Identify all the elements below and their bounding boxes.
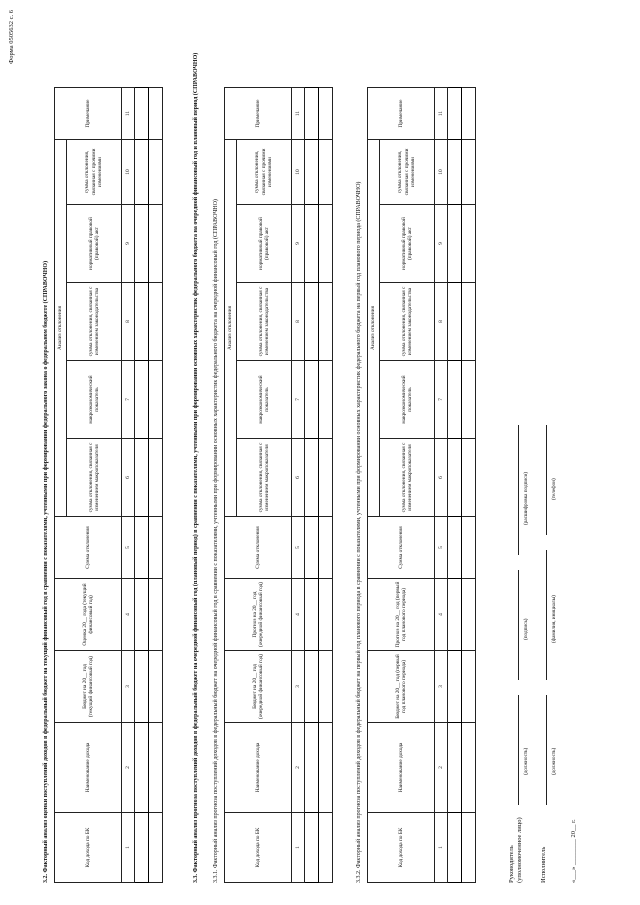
table-3-3-2 <box>367 87 476 883</box>
data-cell[interactable] <box>149 283 163 361</box>
header-cell: Код дохода по БК <box>368 813 435 883</box>
column-number: 2 <box>435 723 448 813</box>
header-cell: сумма отклонения, связанная с изменением законодательства <box>380 283 435 361</box>
column-number: 9 <box>292 205 305 283</box>
data-cell[interactable] <box>149 723 163 813</box>
data-cell[interactable] <box>448 439 462 517</box>
column-number: 4 <box>435 579 448 651</box>
column-number: 3 <box>122 651 135 723</box>
column-number: 8 <box>435 283 448 361</box>
header-cell: сумма отклонения, связанная с изменением законодательства <box>237 283 292 361</box>
header-cell: Код дохода по БК <box>55 813 122 883</box>
column-number: 9 <box>122 205 135 283</box>
column-number: 10 <box>435 139 448 204</box>
data-cell[interactable] <box>305 283 319 361</box>
column-number: 4 <box>122 579 135 651</box>
data-cell[interactable] <box>135 439 149 517</box>
data-cell[interactable] <box>135 283 149 361</box>
data-cell[interactable] <box>462 579 476 651</box>
data-cell[interactable] <box>448 517 462 579</box>
data-cell[interactable] <box>149 361 163 439</box>
data-cell[interactable] <box>305 205 319 283</box>
data-cell[interactable] <box>462 517 476 579</box>
data-cell[interactable] <box>305 579 319 651</box>
column-number: 9 <box>435 205 448 283</box>
column-number: 1 <box>292 813 305 883</box>
header-cell: Бюджет на 20__ год (очередной финансовый год) <box>225 651 292 723</box>
data-cell[interactable] <box>462 205 476 283</box>
executor-phone-caption: (телефон) <box>551 478 557 500</box>
header-cell: нормативный правовой (правовой) акт <box>67 205 122 283</box>
header-cell: Наименование дохода <box>225 723 292 813</box>
table-row <box>305 87 319 882</box>
data-cell[interactable] <box>448 579 462 651</box>
header-cell: Код дохода по БК <box>225 813 292 883</box>
column-number: 8 <box>292 283 305 361</box>
table-row <box>149 87 163 882</box>
column-number: 11 <box>122 87 135 139</box>
data-cell[interactable] <box>135 205 149 283</box>
analysis-group-header: Анализ отклонения <box>225 139 237 516</box>
data-cell[interactable] <box>448 139 462 204</box>
data-cell[interactable] <box>305 723 319 813</box>
analysis-group-header: Анализ отклонения <box>368 139 380 516</box>
header-cell: сумма отклонения, связанная с прочими изменениями <box>237 139 292 204</box>
header-cell: сумма отклонения, связанная с прочими изменениями <box>67 139 122 204</box>
data-cell[interactable] <box>135 361 149 439</box>
data-cell[interactable] <box>135 139 149 204</box>
data-cell[interactable] <box>149 139 163 204</box>
date-line[interactable]: «___» ________ 20__ г. <box>570 819 577 883</box>
column-number: 4 <box>292 579 305 651</box>
data-cell[interactable] <box>135 723 149 813</box>
header-cell: Сумма отклонения <box>55 517 122 579</box>
header-cell: Прогноз на 20__ год (очередной финансовый год) <box>225 579 292 651</box>
executor-fio-caption: (фамилия, инициалы) <box>551 595 557 643</box>
header-cell: Наименование дохода <box>55 723 122 813</box>
table-3-2 <box>54 87 163 883</box>
table-row <box>319 87 333 882</box>
data-cell[interactable] <box>149 439 163 517</box>
data-cell[interactable] <box>135 813 149 883</box>
data-cell[interactable] <box>462 139 476 204</box>
header-cell: Оценка 20__ года (текущий финансовый год) <box>55 579 122 651</box>
data-cell[interactable] <box>462 651 476 723</box>
data-cell[interactable] <box>149 813 163 883</box>
analysis-group-header: Анализ отклонения <box>55 139 67 516</box>
head-signature-line[interactable] <box>518 570 519 680</box>
data-cell[interactable] <box>462 283 476 361</box>
header-cell: макроэкономический показатель <box>380 361 435 439</box>
data-cell[interactable] <box>462 439 476 517</box>
data-cell[interactable] <box>305 439 319 517</box>
section-3-2-title: 3.2. Факторный анализ оценки поступлений доходов в федеральный бюджет на текущий финансовый год в сравнении с показателями, учтенными при формировании федерального закона о федеральном бюджете (СПРАВОЧНО) <box>43 260 49 883</box>
section-3-3-title: 3.3. Факторный анализ прогноза поступлений доходов в федеральный бюджет на очередной финансовый год (плановый период) в сравнении с показателями, учтенными при формировании основных характеристик федерального бюджета на очередной финансовый год и плановый период (СПРАВОЧНО) <box>193 52 199 883</box>
column-number: 3 <box>292 651 305 723</box>
executor-position-caption: (должность) <box>551 747 557 775</box>
column-number: 6 <box>122 439 135 517</box>
data-cell[interactable] <box>448 205 462 283</box>
data-cell[interactable] <box>135 517 149 579</box>
executor-phone-line[interactable] <box>546 425 547 535</box>
column-number: 6 <box>292 439 305 517</box>
section-3-3-2-title: 3.3.2. Факторный анализ прогноза поступлений доходов в федеральный бюджет на первый год планового периода в сравнении с показателями, учтенными при формировании основных характеристик федерального бюджета на первый год планового периода (СПРАВОЧНО) <box>356 181 362 883</box>
data-cell[interactable] <box>135 87 149 139</box>
data-cell[interactable] <box>448 651 462 723</box>
header-cell: макроэкономический показатель <box>67 361 122 439</box>
data-cell[interactable] <box>305 651 319 723</box>
column-number: 11 <box>292 87 305 139</box>
header-cell: Бюджет на 20__ год (первый год планового периода) <box>368 651 435 723</box>
data-cell[interactable] <box>448 361 462 439</box>
data-cell[interactable] <box>149 517 163 579</box>
column-number: 11 <box>435 87 448 139</box>
header-cell: сумма отклонения, связанная с изменением макропоказателя <box>380 439 435 517</box>
form-code: Форма 0505632 с. 6 <box>8 10 15 64</box>
data-cell[interactable] <box>462 723 476 813</box>
header-cell: Примечание <box>55 87 122 139</box>
column-number: 1 <box>122 813 135 883</box>
head-decoding-caption: (расшифровка подписи) <box>523 472 529 525</box>
data-cell[interactable] <box>462 87 476 139</box>
column-number: 3 <box>435 651 448 723</box>
data-cell[interactable] <box>448 723 462 813</box>
data-cell[interactable] <box>305 813 319 883</box>
table-row <box>462 87 476 882</box>
column-number: 2 <box>292 723 305 813</box>
executor-label: Исполнитель <box>540 846 547 883</box>
data-cell[interactable] <box>135 579 149 651</box>
data-cell[interactable] <box>319 813 333 883</box>
header-cell: нормативный правовой (правовой) акт <box>380 205 435 283</box>
column-number: 2 <box>122 723 135 813</box>
table-row <box>448 87 462 882</box>
header-cell: Бюджет на 20__ год (текущий финансовый год) <box>55 651 122 723</box>
data-cell[interactable] <box>149 205 163 283</box>
header-cell: макроэкономический показатель <box>237 361 292 439</box>
header-cell: Прогноз на 20__ год (первый год планового периода) <box>368 579 435 651</box>
head-decoding-line[interactable] <box>518 425 519 555</box>
column-number: 5 <box>122 517 135 579</box>
column-number: 10 <box>122 139 135 204</box>
data-cell[interactable] <box>448 813 462 883</box>
header-cell: Сумма отклонения <box>225 517 292 579</box>
data-cell[interactable] <box>319 579 333 651</box>
column-number: 10 <box>292 139 305 204</box>
data-cell[interactable] <box>462 361 476 439</box>
data-cell[interactable] <box>319 361 333 439</box>
column-number: 7 <box>435 361 448 439</box>
header-cell: сумма отклонения, связанная с прочими изменениями <box>380 139 435 204</box>
header-cell: Примечание <box>368 87 435 139</box>
head-position-caption: (должность) <box>523 747 529 775</box>
data-cell[interactable] <box>135 651 149 723</box>
data-cell[interactable] <box>319 517 333 579</box>
data-cell[interactable] <box>319 139 333 204</box>
head-label: Руководитель <box>508 845 515 883</box>
header-cell: Сумма отклонения <box>368 517 435 579</box>
data-cell[interactable] <box>448 283 462 361</box>
header-cell: сумма отклонения, связанная с изменением макропоказателя <box>237 439 292 517</box>
header-cell: Наименование дохода <box>368 723 435 813</box>
data-cell[interactable] <box>319 651 333 723</box>
data-cell[interactable] <box>319 283 333 361</box>
data-cell[interactable] <box>305 139 319 204</box>
header-cell: нормативный правовой (правовой) акт <box>237 205 292 283</box>
column-number: 1 <box>435 813 448 883</box>
data-cell[interactable] <box>319 723 333 813</box>
table-3-3-1 <box>224 87 333 883</box>
executor-fio-line[interactable] <box>546 550 547 680</box>
header-cell: Примечание <box>225 87 292 139</box>
table-row <box>135 87 149 882</box>
head-signature-caption: (подпись) <box>523 618 529 640</box>
data-cell[interactable] <box>319 87 333 139</box>
data-cell[interactable] <box>319 205 333 283</box>
data-cell[interactable] <box>149 579 163 651</box>
data-cell[interactable] <box>305 517 319 579</box>
column-number: 6 <box>435 439 448 517</box>
data-cell[interactable] <box>149 87 163 139</box>
executor-position-line[interactable] <box>546 695 547 805</box>
data-cell[interactable] <box>305 361 319 439</box>
column-number: 8 <box>122 283 135 361</box>
data-cell[interactable] <box>462 813 476 883</box>
header-cell: сумма отклонения, связанная с изменением законодательства <box>67 283 122 361</box>
header-cell: сумма отклонения, связанная с изменением макропоказателя <box>67 439 122 517</box>
column-number: 5 <box>292 517 305 579</box>
section-3-3-1-title: 3.3.1. Факторный анализ прогноза поступлений доходов в федеральный бюджет на очередной финансовый год в сравнении с показателями, учтенными при формировании основных характеристик федерального бюджета на очередной финансовый год (СПРАВОЧНО) <box>213 199 219 883</box>
head-position-line[interactable] <box>518 695 519 805</box>
column-number: 7 <box>292 361 305 439</box>
data-cell[interactable] <box>319 439 333 517</box>
column-number: 5 <box>435 517 448 579</box>
head-sublabel: (уполномоченное лицо) <box>516 817 523 883</box>
data-cell[interactable] <box>448 87 462 139</box>
column-number: 7 <box>122 361 135 439</box>
data-cell[interactable] <box>305 87 319 139</box>
data-cell[interactable] <box>149 651 163 723</box>
